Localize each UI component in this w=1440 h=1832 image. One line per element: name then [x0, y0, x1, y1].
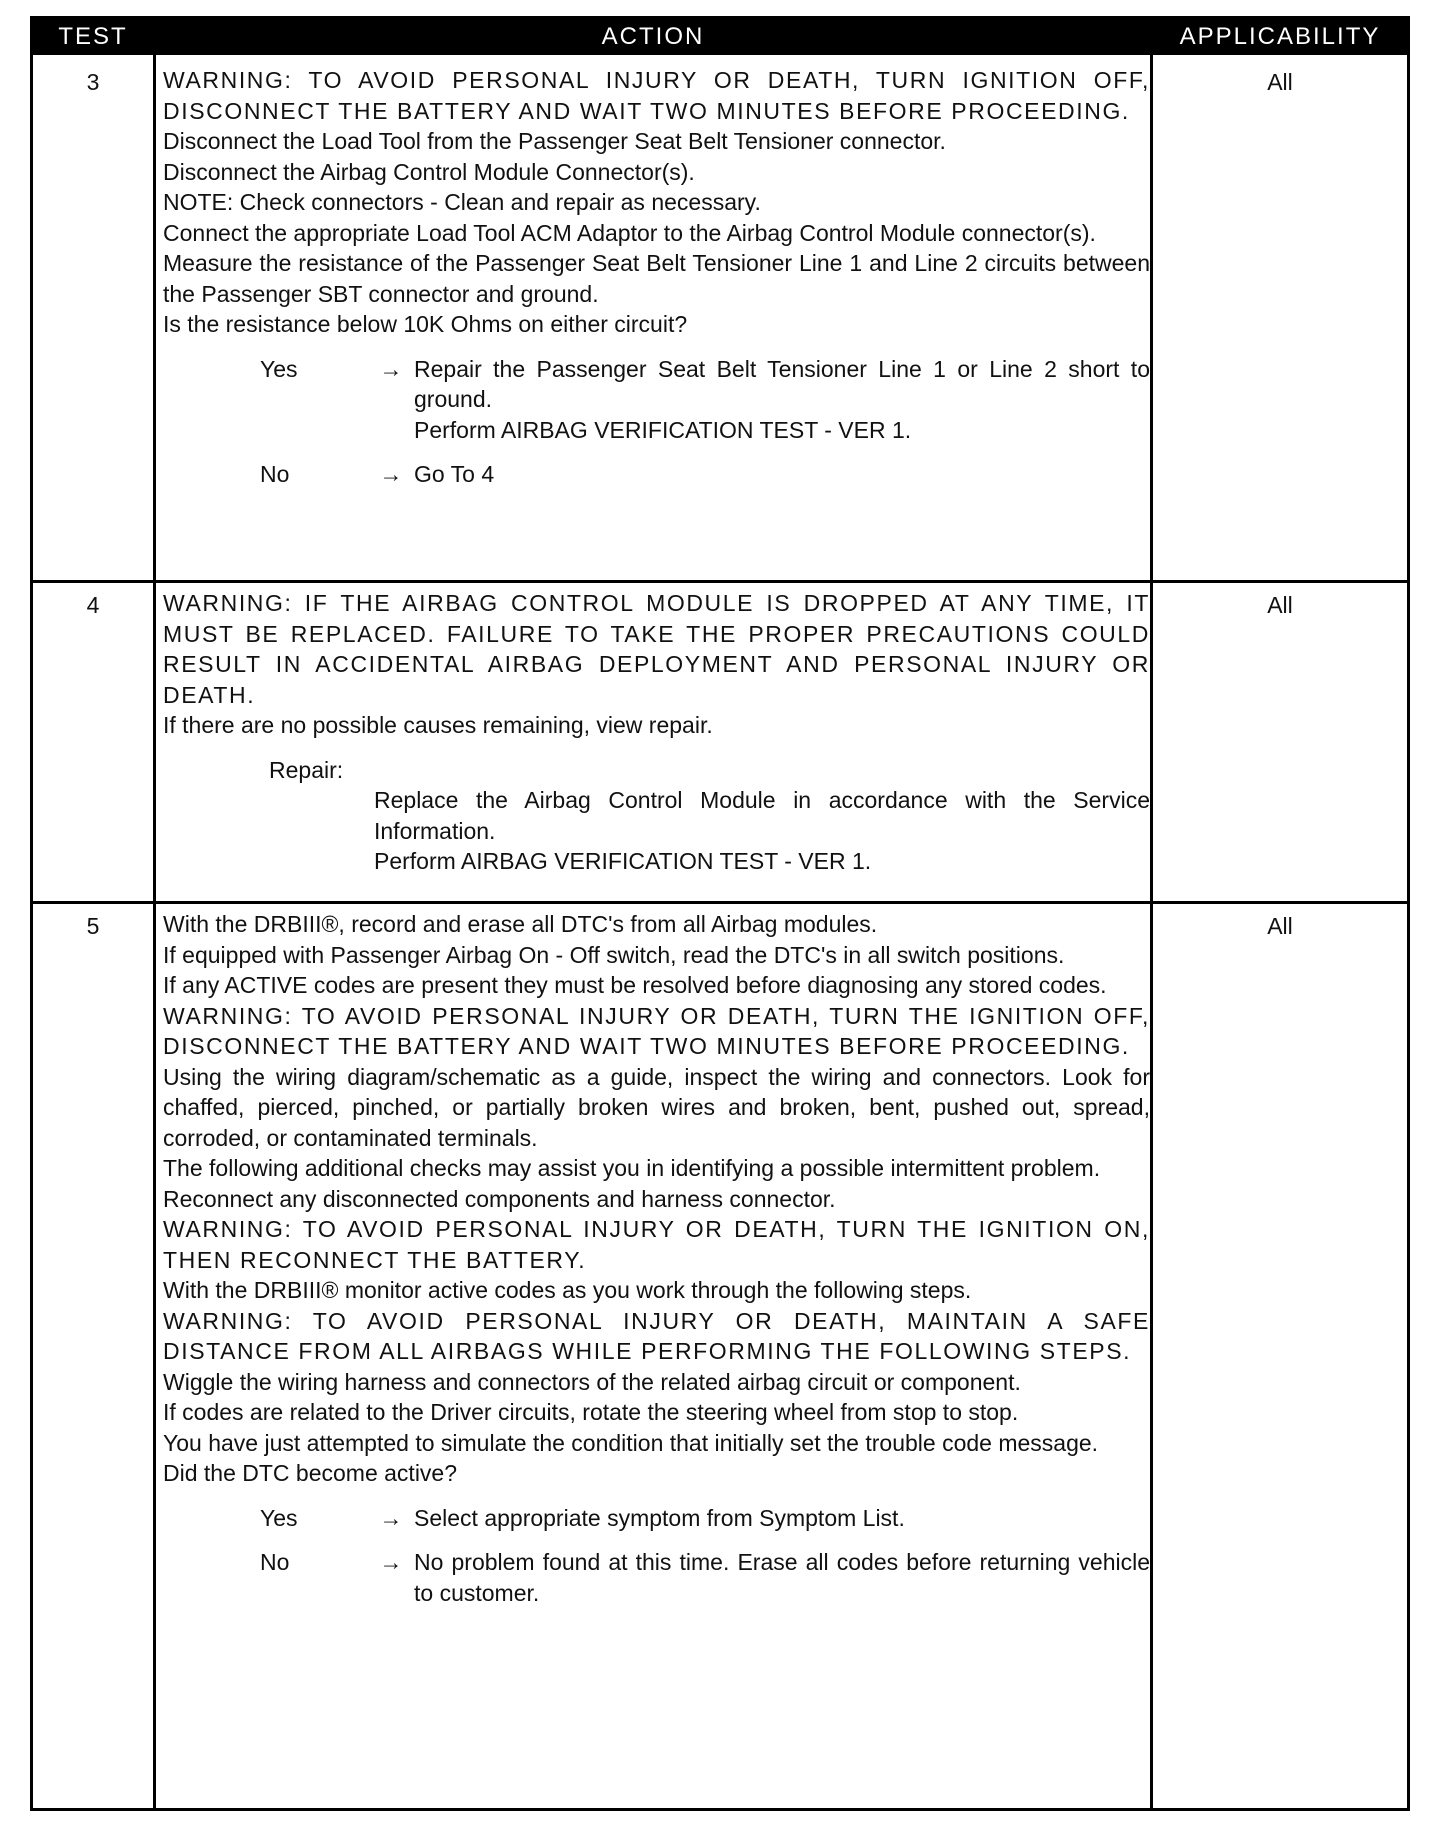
header-test: TEST [58, 23, 128, 50]
yes-result: Select appropriate symptom from Symptom List. [414, 1504, 905, 1531]
yes-result: Repair the Passenger Seat Belt Tensioner Line 1 or Line 2 short to ground. [414, 355, 1150, 412]
repair-text: Perform AIRBAG VERIFICATION TEST - VER 1. [374, 848, 872, 874]
question-text: Is the resistance below 10K Ohms on either circuit? [163, 311, 688, 337]
no-answer [163, 459, 1150, 490]
step-text: Measure the resistance of the Passenger Seat Belt Tensioner Line 1 and Line 2 circuits between the Passenger SBT connector and ground. [163, 250, 1150, 307]
action-cell [163, 909, 1150, 1608]
yes-answer [163, 354, 1150, 446]
action-cell [163, 65, 1150, 490]
step-text: If codes are related to the Driver circuits, rotate the steering wheel from stop to stop. [163, 1399, 1019, 1425]
action-cell [163, 588, 1150, 877]
no-answer [163, 1547, 1150, 1608]
table-header [33, 19, 1407, 55]
diagnostic-table [30, 16, 1410, 1811]
repair-label: Repair: [269, 756, 344, 783]
test-number: 4 [86, 592, 100, 618]
step-text: Using the wiring diagram/schematic as a guide, inspect the wiring and connectors. Look for chaffed, pierced, pinched, or partially broken wires and broken, bent, pushed out, spread, corroded, or contaminated terminals. [163, 1063, 1150, 1151]
arrow-right-icon: → [379, 1549, 403, 1575]
applicability-value: All [1267, 592, 1293, 618]
row-divider [33, 580, 1407, 583]
yes-result: Perform AIRBAG VERIFICATION TEST - VER 1. [414, 416, 912, 443]
arrow-right-icon: → [379, 1504, 403, 1531]
warning-text: WARNING: TO AVOID PERSONAL INJURY OR DEATH, TURN THE IGNITION OFF, DISCONNECT THE BATTERY AND WAIT TWO MINUTES BEFORE PROCEEDING. [163, 1002, 1150, 1059]
step-text: If there are no possible causes remaining, view repair. [163, 712, 713, 738]
step-text: With the DRBIII®, record and erase all DTC's from all Airbag modules. [163, 911, 878, 937]
column-divider [153, 19, 156, 1808]
header-action: ACTION [601, 23, 705, 50]
yes-label: Yes [260, 355, 298, 382]
test-number: 5 [86, 913, 100, 939]
no-result: No problem found at this time. Erase all codes before returning vehicle to customer. [414, 1549, 1150, 1606]
question-text: Did the DTC become active? [163, 1460, 458, 1486]
step-text: Disconnect the Load Tool from the Passenger Seat Belt Tensioner connector. [163, 128, 946, 154]
yes-label: Yes [260, 1504, 298, 1531]
header-applicability: APPLICABILITY [1179, 23, 1381, 50]
no-result: Go To 4 [414, 461, 495, 487]
step-text: Connect the appropriate Load Tool ACM Adaptor to the Airbag Control Module connector(s). [163, 219, 1096, 246]
applicability-value: All [1267, 913, 1293, 939]
no-label: No [260, 461, 290, 487]
row-divider [33, 901, 1407, 904]
step-text: The following additional checks may assist you in identifying a possible intermittent problem. [163, 1155, 1101, 1181]
arrow-right-icon: → [379, 355, 403, 382]
step-text: Wiggle the wiring harness and connectors of the related airbag circuit or component. [163, 1368, 1021, 1395]
arrow-right-icon: → [379, 461, 403, 487]
warning-text: WARNING: IF THE AIRBAG CONTROL MODULE IS DROPPED AT ANY TIME, IT MUST BE REPLACED. FAILURE TO TAKE THE PROPER PRECAUTIONS COULD RESULT IN ACCIDENTAL AIRBAG DEPLOYMENT AND PERSONAL INJURY OR DEATH. [163, 590, 1150, 708]
step-text: If equipped with Passenger Airbag On - Off switch, read the DTC's in all switch positions. [163, 941, 1065, 968]
step-text: You have just attempted to simulate the condition that initially set the trouble code message. [163, 1429, 1099, 1456]
step-text: Reconnect any disconnected components and harness connector. [163, 1185, 836, 1212]
step-text: Disconnect the Airbag Control Module Connector(s). [163, 158, 695, 185]
yes-answer [163, 1503, 1150, 1534]
note-text: NOTE: Check connectors - Clean and repair as necessary. [163, 189, 761, 215]
test-number: 3 [86, 69, 100, 95]
no-label: No [260, 1549, 290, 1575]
step-text: If any ACTIVE codes are present they must be resolved before diagnosing any stored codes. [163, 972, 1107, 998]
warning-text: WARNING: TO AVOID PERSONAL INJURY OR DEATH, TURN IGNITION OFF, DISCONNECT THE BATTERY AND WAIT TWO MINUTES BEFORE PROCEEDING. [163, 67, 1150, 124]
applicability-value: All [1267, 69, 1293, 95]
step-text: With the DRBIII® monitor active codes as you work through the following steps. [163, 1277, 972, 1303]
warning-text: WARNING: TO AVOID PERSONAL INJURY OR DEATH, MAINTAIN A SAFE DISTANCE FROM ALL AIRBAGS WHILE PERFORMING THE FOLLOWING STEPS. [163, 1307, 1150, 1364]
repair-text: Replace the Airbag Control Module in accordance with the Service Information. [374, 787, 1150, 844]
repair-body [163, 785, 1150, 877]
warning-text: WARNING: TO AVOID PERSONAL INJURY OR DEATH, TURN THE IGNITION ON, THEN RECONNECT THE BATTERY. [163, 1216, 1150, 1273]
